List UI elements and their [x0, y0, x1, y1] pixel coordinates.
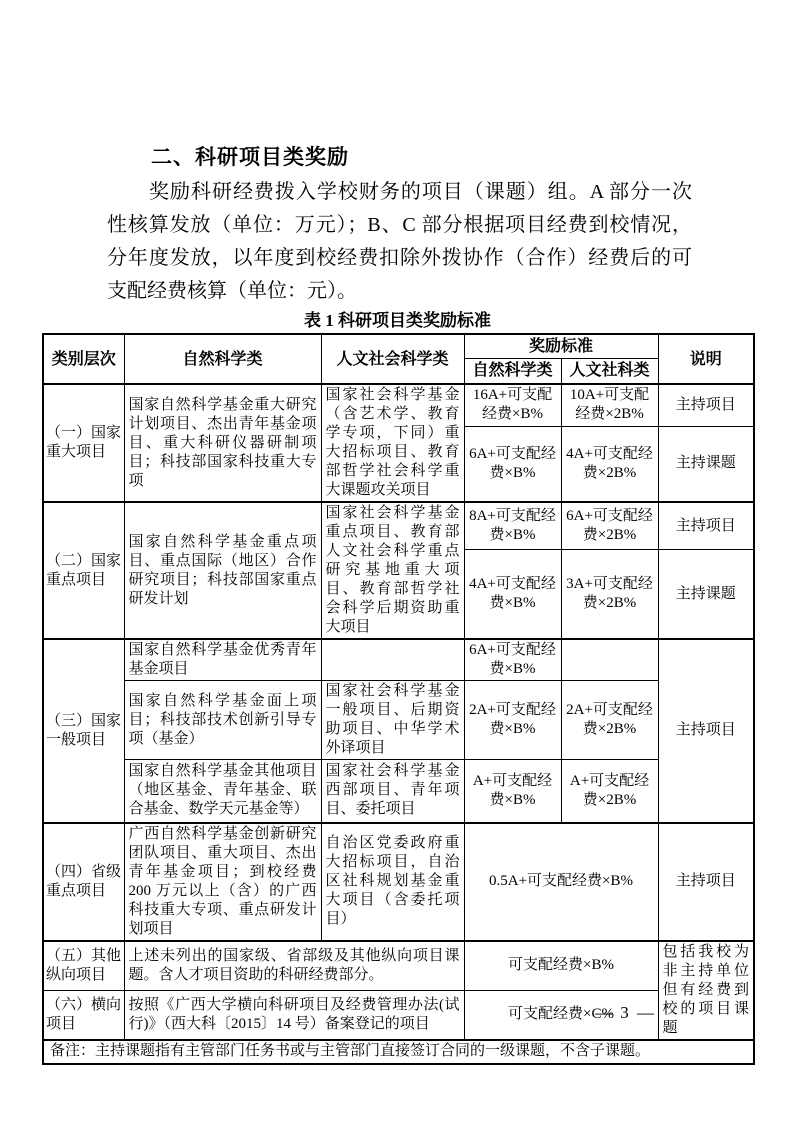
cell-award-soc-sub: 3A+可支配经费×2B% [561, 550, 658, 639]
header-award-standard: 奖励标准 [464, 334, 658, 358]
cell-award-other-vertical: 可支配经费×B% [464, 941, 658, 991]
cell-category-national-general: （三）国家一般项目 [43, 639, 124, 823]
cell-category-horizontal: （六）横向项目 [43, 990, 124, 1040]
intro-line-2: 性核算发放（单位：万元）；B、C 部分根据项目经费到校情况， [107, 214, 692, 236]
cell-humanities-provincial: 自治区党委政府重大招标项目，自治区社科规划基金重大项目（含委托项目） [321, 823, 464, 941]
cell-natural-other: 国家自然科学基金其他项目（地区基金、青年基金、联合基金、数学天元基金等） [124, 760, 321, 823]
cell-category-provincial-key: （四）省级重点项目 [43, 823, 124, 941]
cell-award-soc-sub: 4A+可支配经费×2B% [561, 426, 658, 502]
cell-award-nat-sub: 4A+可支配经费×B% [464, 550, 561, 639]
cell-natural-excellent-youth: 国家自然科学基金优秀青年基金项目 [124, 639, 321, 681]
cell-award-nat-sub3: A+可支配经费×B% [464, 760, 561, 823]
cell-note-non-host: 包括我校为非主持单位但有经费到校的项目课题 [658, 941, 754, 1040]
intro-line-3: 分年度发放，以年度到校经费扣除外拨协作（合作）经费后的可 [107, 247, 692, 269]
row-national-major-1 [43, 384, 754, 426]
header-row-1 [43, 334, 754, 358]
table-title: 表 1 科研项目类奖励标准 [304, 311, 491, 330]
page-number: — 3 — [595, 1003, 656, 1022]
cell-note-sub: 主持课题 [658, 550, 754, 639]
cell-award-nat-sub2: 2A+可支配经费×B% [464, 681, 561, 760]
header-note: 说明 [658, 334, 754, 384]
row-provincial-key [43, 823, 754, 941]
cell-humanities-national-key: 国家社会科学基金重点项目、教育部人文社会科学重点研究基地重大项目、教育部哲学社会科学后期资助重大项目 [321, 502, 464, 639]
cell-humanities-other: 国家社会科学基金西部项目、青年项目、委托项目 [321, 760, 464, 823]
row-national-general-3 [43, 760, 754, 823]
header-award-natural: 自然科学类 [464, 358, 561, 384]
cell-natural-national-key: 国家自然科学基金重点项目、重点国际（地区）合作研究项目；科技部国家重点研发计划 [124, 502, 321, 639]
cell-award-nat-host: 8A+可支配经费×B% [464, 502, 561, 550]
cell-award-soc-sub3: A+可支配经费×2B% [561, 760, 658, 823]
cell-note-host: 主持项目 [658, 823, 754, 941]
cell-note-sub: 主持课题 [658, 426, 754, 502]
row-footnote [43, 1040, 754, 1064]
cell-award-nat-sub1: 6A+可支配经费×B% [464, 639, 561, 681]
row-national-key-1 [43, 502, 754, 550]
header-humanities: 人文社会科学类 [321, 334, 464, 384]
award-standards-table [42, 333, 755, 1065]
cell-description-other-vertical: 上述未列出的国家级、省部级及其他纵向项目课题。含人才项目资助的科研经费部分。 [124, 941, 464, 991]
cell-footnote: 备注：主持课题指有主管部门任务书或与主管部门直接签订合同的一级课题，不含子课题。 [43, 1040, 754, 1064]
header-natural-science: 自然科学类 [124, 334, 321, 384]
cell-natural-national-major: 国家自然科学基金重大研究计划项目、杰出青年基金项目、重大科研仪器研制项目；科技部国家科技重大专项 [124, 384, 321, 502]
cell-humanities-general: 国家社会科学基金一般项目、后期资助项目、中华学术外译项目 [321, 681, 464, 760]
row-other-vertical [43, 941, 754, 991]
cell-note-host: 主持项目 [658, 502, 754, 550]
cell-natural-provincial: 广西自然科学基金创新研究团队项目、重大项目、杰出青年基金项目；到校经费 200 万元以上（含）的广西科技重大专项、重点研发计划项目 [124, 823, 321, 941]
cell-description-horizontal: 按照《广西大学横向科研项目及经费管理办法(试行)》（西大科〔2015〕14 号）备案登记的项目 [124, 990, 464, 1040]
header-award-social: 人文社科类 [561, 358, 658, 384]
section-heading: 二、科研项目类奖励 [151, 145, 349, 169]
cell-humanities-national-major: 国家社会科学基金（含艺术学、教育学专项，下同）重大招标项目、教育部哲学社会科学重大课题攻关项目 [321, 384, 464, 502]
cell-category-other-vertical: （五）其他纵向项目 [43, 941, 124, 991]
cell-category-national-major: （一）国家重大项目 [43, 384, 124, 502]
cell-award-provincial: 0.5A+可支配经费×B% [464, 823, 658, 941]
cell-natural-general: 国家自然科学基金面上项目；科技部技术创新引导专项（基金） [124, 681, 321, 760]
cell-award-horizontal: 可支配经费×C% [464, 990, 658, 1040]
cell-note-host: 主持项目 [658, 639, 754, 823]
cell-award-soc-empty [561, 639, 658, 681]
header-category: 类别层次 [43, 334, 124, 384]
intro-line-1: 奖励科研经费拨入学校财务的项目（课题）组。A 部分一次 [149, 181, 692, 203]
cell-award-nat-sub: 6A+可支配经费×B% [464, 426, 561, 502]
cell-note-host: 主持项目 [658, 384, 754, 426]
intro-line-4: 支配经费核算（单位：元）。 [107, 280, 357, 302]
intro-paragraph [107, 176, 692, 308]
cell-humanities-empty [321, 639, 464, 681]
row-national-general-1 [43, 639, 754, 681]
row-national-general-2 [43, 681, 754, 760]
cell-award-soc-sub2: 2A+可支配经费×2B% [561, 681, 658, 760]
cell-category-national-key: （二）国家重点项目 [43, 502, 124, 639]
cell-award-soc-host: 10A+可支配经费×2B% [561, 384, 658, 426]
cell-award-nat-host: 16A+可支配经费×B% [464, 384, 561, 426]
cell-award-soc-host: 6A+可支配经费×2B% [561, 502, 658, 550]
